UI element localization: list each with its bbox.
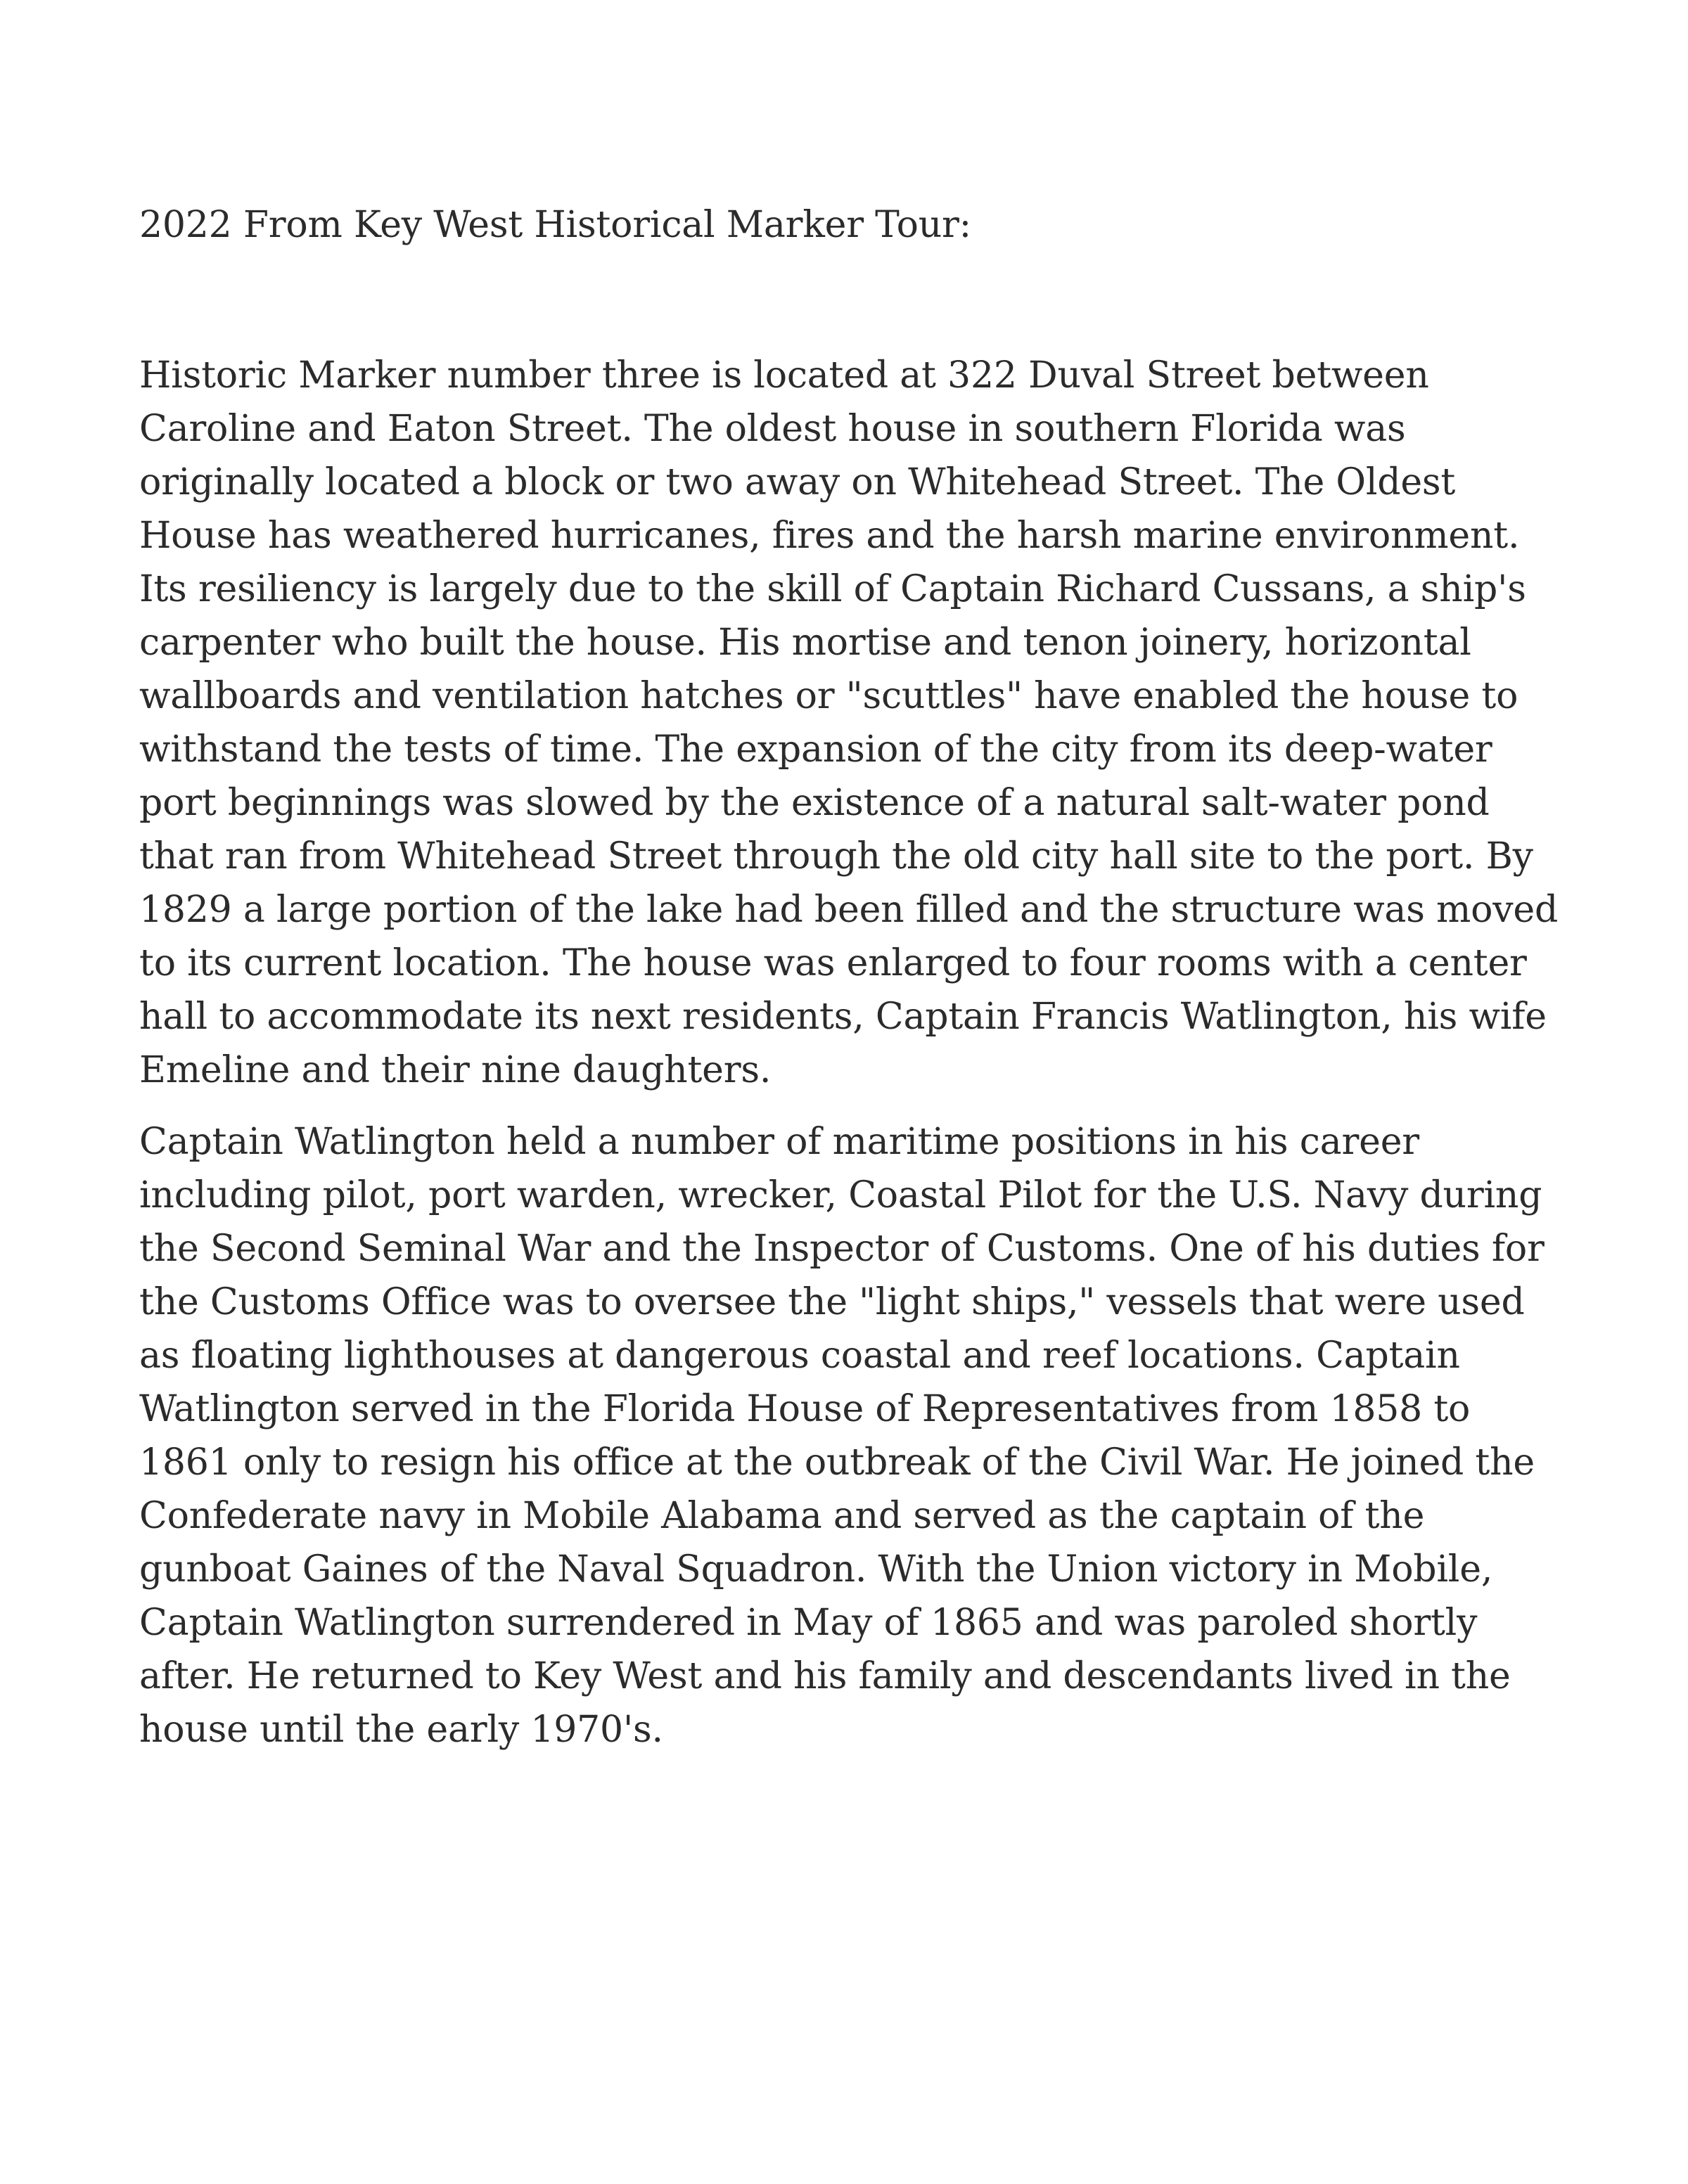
paragraph-marker-history: Historic Marker number three is located at 322 Duval Street between Caroline and Eaton Street. The oldest house in southern Florida was originally located a block or two away on Whitehead Street. The Oldest House has weathered hurricanes, fires and the harsh marine environment. Its resiliency is largely due to the skill of Captain Richard Cussans, a ship's carpenter who built the house. His mortise and tenon joinery, horizontal wallboards and ventilation hatches or "scuttles" have enabled the house to withstand the tests of time. The expansion of the city from its deep-water port beginnings was slowed by the existence of a natural salt-water pond that ran from Whitehead Street through the old city hall site to the port. By 1829 a large portion of the lake had been filled and the structure was moved to its current location. The house was enlarged to four rooms with a center hall to accommodate its next residents, Captain Francis Watlington, his wife Emeline and their nine daughters.	[139, 354, 1559, 1091]
document-heading: 2022 From Key West Historical Marker Tour:	[139, 204, 972, 246]
paragraph-watlington-career: Captain Watlington held a number of maritime positions in his career including pilot, port warden, wrecker, Coastal Pilot for the U.S. Navy during the Second Seminal War and the Inspector of Customs. One of his duties for the Customs Office was to oversee the "light ships," vessels that were used as floating lighthouses at dangerous coastal and reef locations. Captain Watlington served in the Florida House of Representatives from 1858 to 1861 only to resign his office at the outbreak of the Civil War. He joined the Confederate navy in Mobile Alabama and served as the captain of the gunboat Gaines of the Naval Squadron. With the Union victory in Mobile, Captain Watlington surrendered in May of 1865 and was paroled shortly after. He returned to Key West and his family and descendants lived in the house until the early 1970's.	[139, 1121, 1545, 1751]
document-body	[139, 198, 1574, 1775]
